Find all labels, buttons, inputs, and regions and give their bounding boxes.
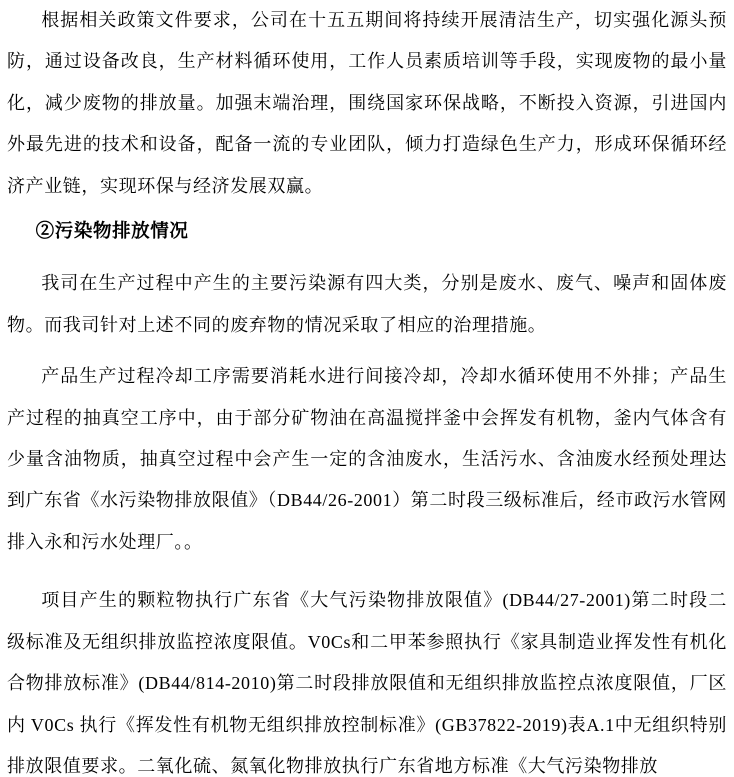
paragraph-pollution-sources: 我司在生产过程中产生的主要污染源有四大类，分别是废水、废气、噪声和固体废物。而我司针对上述不同的废弃物的情况采取了相应的治理措施。 xyxy=(7,273,727,335)
paragraph-clean-production-policy: 根据相关政策文件要求，公司在十五五期间将持续开展清洁生产，切实强化源头预防，通过设备改良，生产材料循环使用，工作人员素质培训等手段，实现废物的最小量化，减少废物的排放量。加强末端治理，围绕国家环保战略，不断投入资源，引进国内外最先进的技术和设备，配备一流的专业团队，倾力打造绿色生产力，形成环保循环经济产业链，实现环保与经济发展双赢。 xyxy=(7,10,727,196)
section-heading-pollutant-discharge: ②污染物排放情况 xyxy=(35,222,189,243)
paragraph-air-emission-standards: 项目产生的颗粒物执行广东省《大气污染物排放限值》(DB44/27-2001)第二时段二级标准及无组织排放监控浓度限值。V0Cs和二甲苯参照执行《家具制造业挥发性有机化合物排放标准》(DB44/814-2010)第二时段排放限值和无组织排放监控点浓度限值，厂区内 V0Cs 执行《挥发性有机物无组织排放控制标准》(GB37822-2019)表A.1中无组织特别排放限值要求。二氧化硫、氮氧化物排放执行广东省地方标准《大气污染物排放 xyxy=(7,590,727,776)
paragraph-wastewater-treatment: 产品生产过程冷却工序需要消耗水进行间接冷却，冷却水循环使用不外排；产品生产过程的抽真空工序中，由于部分矿物油在高温搅拌釜中会挥发有机物，釜内气体含有少量含油物质，抽真空过程中会产生一定的含油废水，生活污水、含油废水经预处理达到广东省《水污染物排放限值》（DB44/26-2001）第二时段三级标准后，经市政污水管网排入永和污水处理厂。。 xyxy=(7,366,727,552)
